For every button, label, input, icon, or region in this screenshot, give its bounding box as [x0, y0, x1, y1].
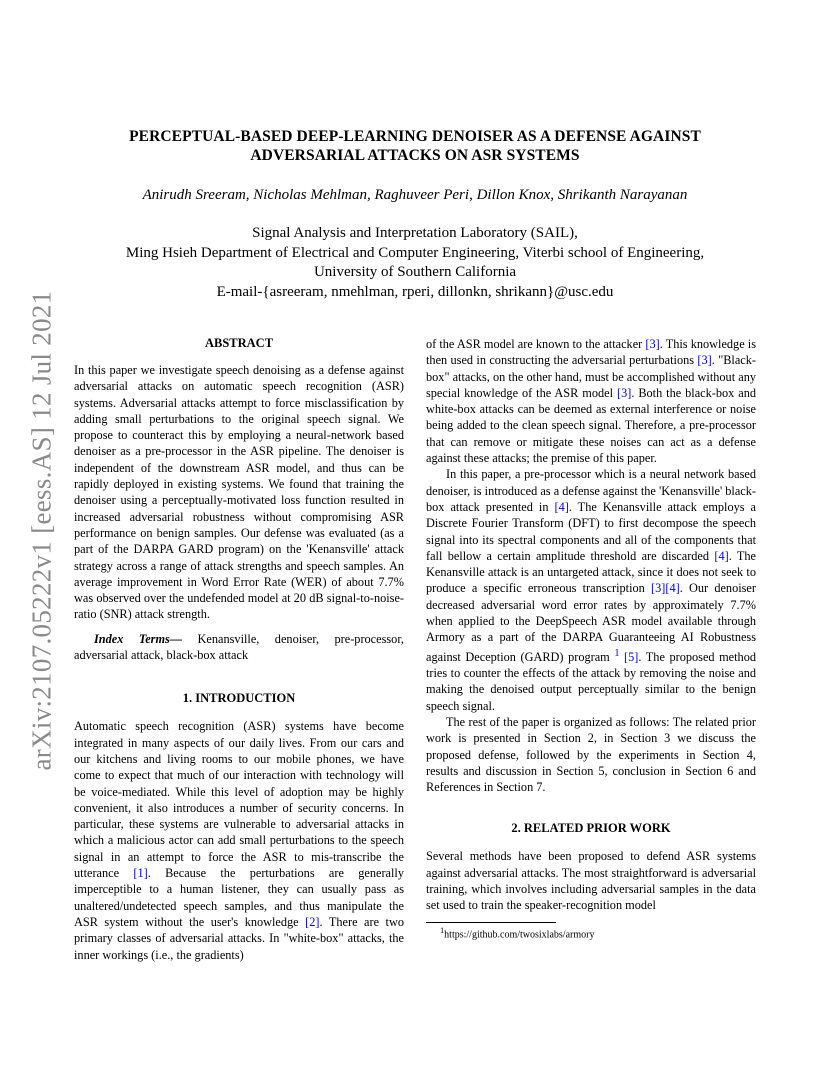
citation-link[interactable]: [3] — [616, 385, 632, 400]
citation-link[interactable]: [4] — [714, 548, 729, 563]
citation-link[interactable]: [5] — [624, 649, 639, 664]
affiliation-line-3: University of Southern California — [313, 264, 517, 280]
affiliation-block — [70, 224, 760, 302]
footnote — [440, 926, 756, 940]
citation-link[interactable]: [3] — [697, 353, 712, 368]
index-terms-label: Index Terms— — [94, 631, 183, 646]
footnote-url[interactable]: https://github.com/twosixlabs/armory — [444, 928, 595, 940]
author-list: Anirudh Sreeram, Nicholas Mehlman, Raghuveer Peri, Dillon Knox, Shrikanth Narayanan — [142, 187, 688, 203]
affiliation-email: E-mail-{asreeram, nmehlman, rperi, dillonkn, shrikann}@usc.edu — [216, 283, 614, 300]
abstract-text: In this paper we investigate speech denoising as a defense against adversarial attacks on automatic speech recognition (ASR) systems. Adversarial attacks attempt to force misclassification by adding small perturbations to the original speech signal. We propose to counteract this by employing a neural-network based denoiser as a pre-processor in the ASR pipeline. The denoiser is independent of the downstream ASR model, and thus can be rapidly deployed in existing systems. We found that training the denoiser using a perceptually-motivated loss function resulted in increased adversarial robustness without compromising ASR performance on benign samples. Our defense was evaluated (as a part of the DARPA GARD program) on the 'Kenansville' attack strategy across a range of attack strengths and speech samples. An average improvement in Word Error Rate (WER) of about 7.7% was observed over the undefended model at 20 dB signal-to-noise-ratio (SNR) attack strength. — [74, 363, 404, 622]
footnote-mark: 1 — [440, 925, 445, 935]
citation-link[interactable]: [1] — [133, 866, 148, 881]
intro-paragraph: Automatic speech recognition (ASR) systems have become integrated in many aspects of our daily lives. From our cars and our kitchens and living rooms to our mobile phones, we have come to expect that much of our interaction with technology will be voice-mediated. While this level of adoption may be highly convenient, it also introduces a number of security concerns. In particular, these systems are vulnerable to adversarial attacks in which a malicious actor can add small perturbations to the speech signal in an attempt to force the ASR to mis-transcribe the utterance [1]. Because the perturbations are generally imperceptible to a human listener, they can usually pass as unaltered/undetected speech samples, and thus manipulate the ASR system without the user's knowledge [2]. There are two primary classes of adversarial attacks. In "white-box" attacks, the inner workings (i.e., the gradients) — [74, 719, 404, 962]
title-line-2: ADVERSARIAL ATTACKS ON ASR SYSTEMS — [250, 147, 580, 164]
right-column — [426, 336, 756, 940]
citation-link[interactable]: [3] — [645, 337, 660, 351]
related-work-paragraph: Several methods have been proposed to defend ASR systems against adversarial attacks. The most straightforward is adversarial training, which involves including adversarial samples in the data set used to train the speaker-recognition model — [426, 849, 756, 913]
citation-link[interactable]: [2] — [305, 914, 320, 929]
paper-title — [100, 127, 730, 165]
intro-heading: 1. INTRODUCTION — [182, 691, 296, 706]
citation-link[interactable]: [4] — [554, 499, 569, 514]
related-work-heading: 2. RELATED PRIOR WORK — [511, 821, 671, 836]
denoiser-paragraph: In this paper, a pre-processor which is a neural network based denoiser, is introduced as a defense against the 'Kenansville' black-box attack presented in [4]. The Kenansville attack employs a Discrete Fourier Transform (DFT) to first decompose the speech signal into its spectral components and all of the components that fall bellow a certain amplitude threshold are discarded [4]. The Kenansville attack is an untargeted attack, since it does not seek to produce a specific erroneous transcription [3][4]. Our denoiser decreased adversarial word error rates by approximately 7.7% when applied to the DeepSpeech ASR model available through Armory as a part of the DARPA Guaranteeing AI Robustness against Deception (GARD) program $^1$ [5]. The proposed method tries to counter the effects of the attack by removing the noise and making the denoised output perceptually similar to the benign speech signal. — [426, 467, 757, 713]
affiliation-line-1: Signal Analysis and Interpretation Laboratory (SAIL), — [252, 225, 578, 241]
affiliation-line-2: Ming Hsieh Department of Electrical and Computer Engineering, Viterbi school of Engineering, — [125, 244, 705, 261]
footnote-link[interactable]: 1 — [614, 647, 620, 659]
abstract-heading: ABSTRACT — [204, 336, 274, 350]
index-terms — [74, 631, 404, 664]
organization-paragraph: The rest of the paper is organized as follows: The related prior work is presented in Section 2, in Section 3 we discuss the proposed defense, followed by the experiments in Section 4, results and discussion in Section 5, conclusion in Section 6 and References in Section 7. — [426, 714, 756, 795]
arxiv-identifier: arXiv:2107.05222v1 [eess.AS] 12 Jul 2021 — [26, 290, 57, 770]
footnote-rule — [426, 922, 556, 923]
title-line-1: PERCEPTUAL-BASED DEEP-LEARNING DENOISER AS A DEFENSE AGAINST — [129, 128, 701, 145]
citation-link[interactable]: [3][4] — [651, 581, 680, 596]
left-column — [74, 336, 404, 963]
intro-continued-paragraph: of the ASR model are known to the attacker [3]. This knowledge is then used in constructing the adversarial perturbations [3]. "Black-box" attacks, on the other hand, must be accomplished without any special knowledge of the ASR model [3]. Both the black-box and white-box attacks can be deemed as external interference or noise being added to the clean speech signal. Therefore, a pre-processor that can remove or mitigate these noises can act as a defense against these attacks; the premise of this paper. — [426, 337, 756, 466]
footnote-block — [426, 922, 756, 940]
index-terms-text: Kenansville, denoiser, pre-processor, adversarial attack, black-box attack — [74, 631, 404, 663]
